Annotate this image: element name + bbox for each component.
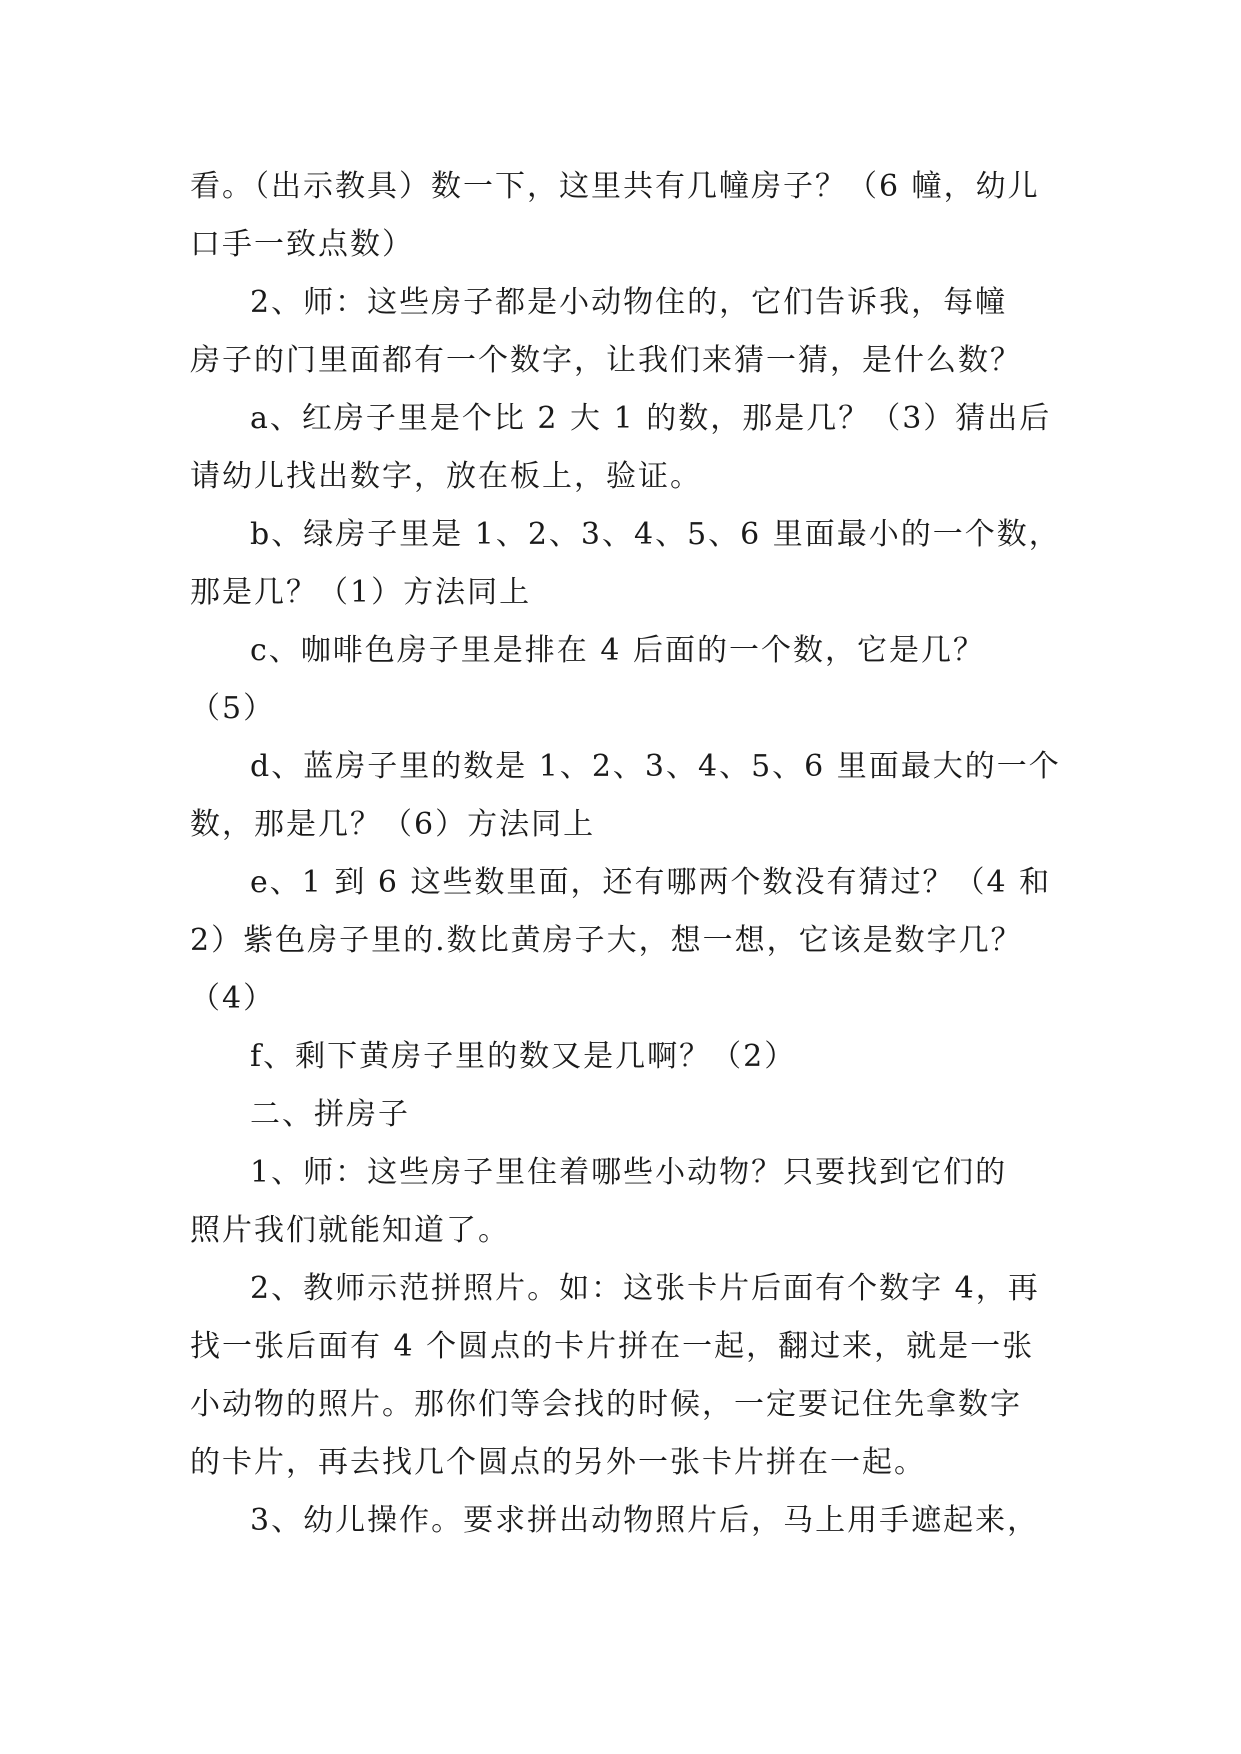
section-heading: 二、拼房子 [250,1097,410,1132]
text-line: a、红房子里是个比 2 大 1 的数，那是几？（3）猜出后 [250,401,1052,436]
text-line: 2、教师示范拼照片。如：这张卡片后面有个数字 4，再 [250,1271,1040,1306]
text-line: 那是几？（1）方法同上 [190,575,532,610]
text-line: （5） [190,691,276,726]
text-line: 找一张后面有 4 个圆点的卡片拼在一起，翻过来，就是一张 [190,1329,1035,1364]
text-line: e、1 到 6 这些数里面，还有哪两个数没有猜过？（4 和 [250,865,1052,900]
text-line: 的卡片，再去找几个圆点的另外一张卡片拼在一起。 [190,1445,926,1480]
text-line: 房子的门里面都有一个数字，让我们来猜一猜，是什么数？ [190,343,1022,378]
text-line: 口手一致点数） [190,227,414,262]
text-line: f、剩下黄房子里的数又是几啊？（2） [250,1039,797,1074]
document-body [190,158,1070,1550]
text-line: 3、幼儿操作。要求拼出动物照片后，马上用手遮起来， [250,1503,1040,1538]
text-line: 数，那是几？（6）方法同上 [190,807,596,842]
text-line: （4） [190,981,276,1016]
text-line: d、蓝房子里的数是 1、2、3、4、5、6 里面最大的一个 [250,749,1061,784]
text-line: b、绿房子里是 1、2、3、4、5、6 里面最小的一个数， [250,517,1061,552]
text-line: 2、师：这些房子都是小动物住的，它们告诉我，每幢 [250,285,1008,320]
text-line: 看。（出示教具）数一下，这里共有几幢房子？（6 幢，幼儿 [190,169,1040,204]
text-line: 1、师：这些房子里住着哪些小动物？只要找到它们的 [250,1155,1008,1190]
text-line: 照片我们就能知道了。 [190,1213,510,1248]
text-line: 小动物的照片。那你们等会找的时候，一定要记住先拿数字 [190,1387,1022,1422]
text-line: 请幼儿找出数字，放在板上，验证。 [190,459,702,494]
text-line: c、咖啡色房子里是排在 4 后面的一个数，它是几？ [250,633,985,668]
text-line: 2）紫色房子里的.数比黄房子大，想一想，它该是数字几？ [190,923,1023,958]
